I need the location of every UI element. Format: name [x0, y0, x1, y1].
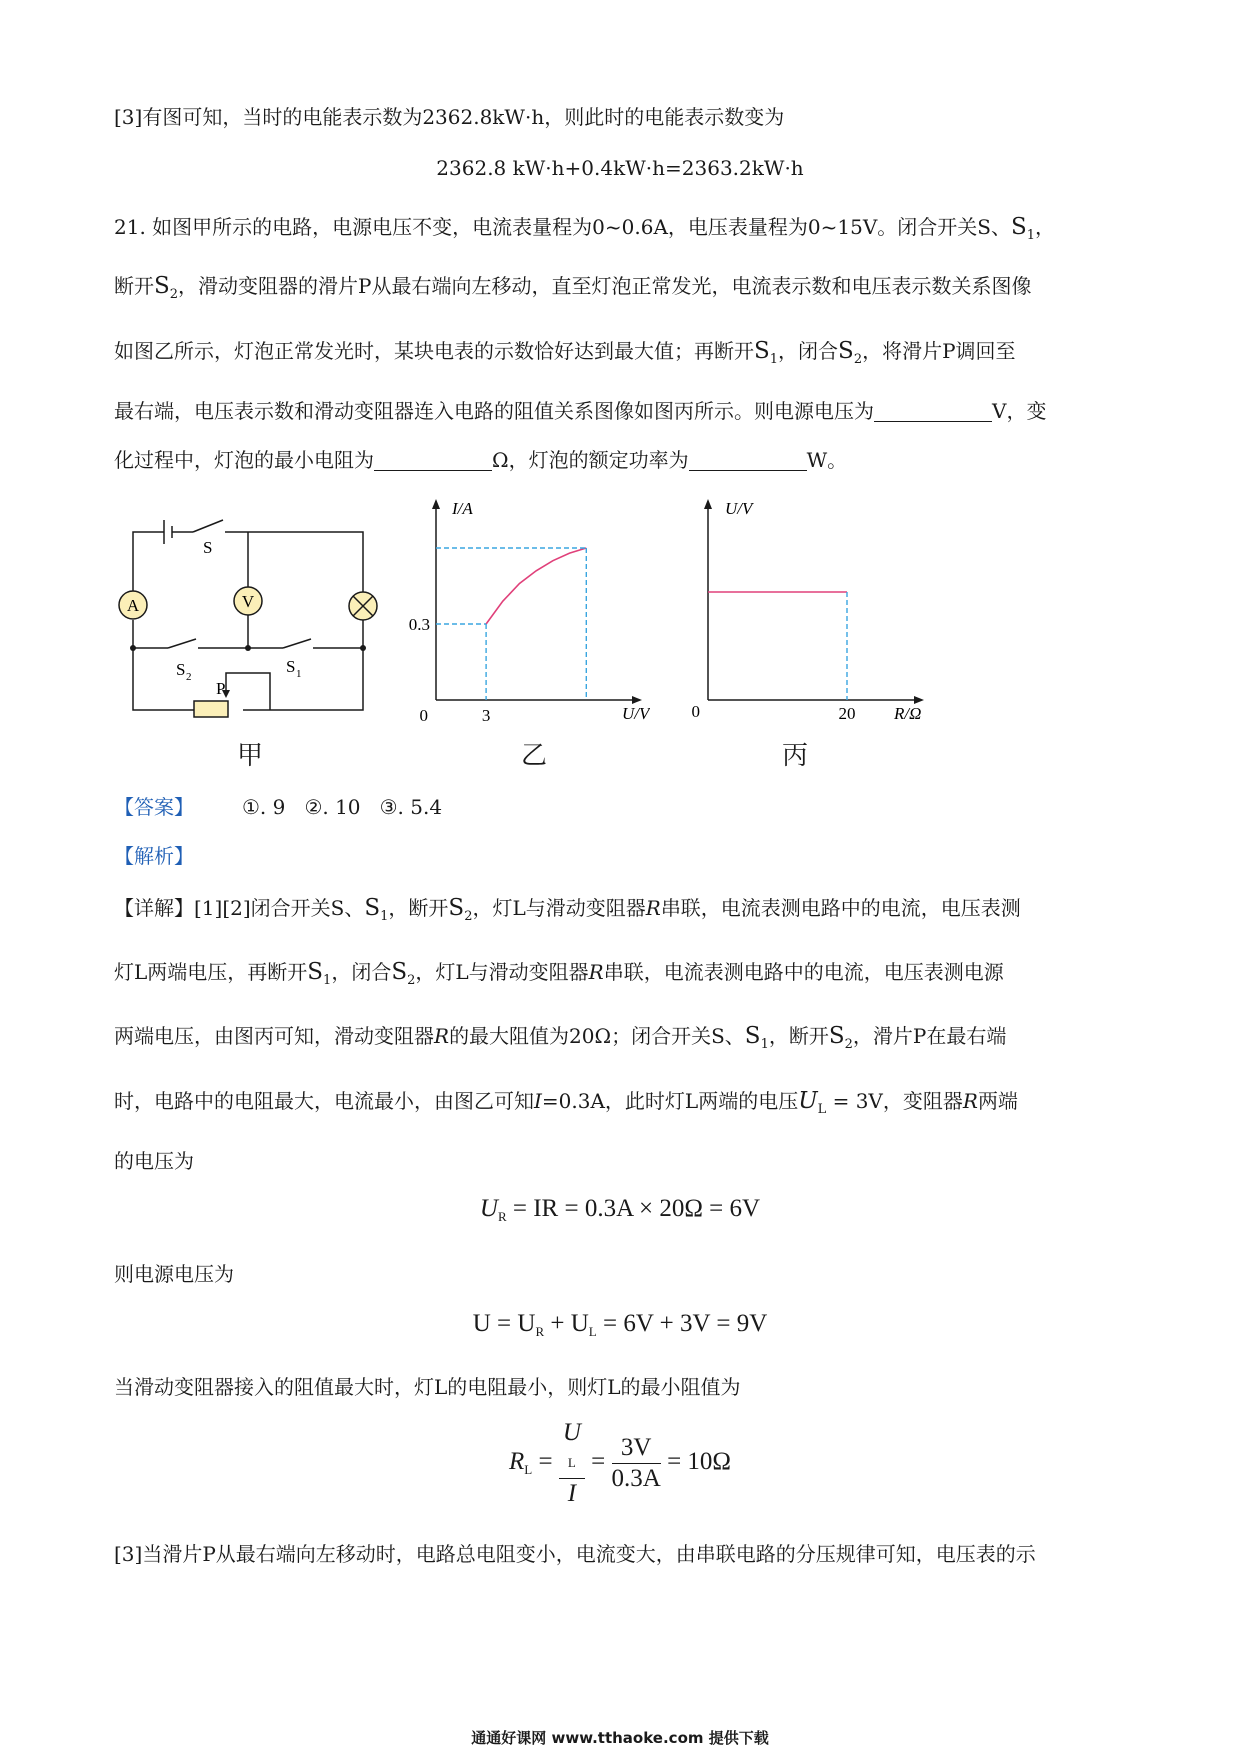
bing-x-tick: 20	[838, 704, 856, 723]
voltmeter-label: V	[241, 592, 255, 611]
sym-u: U	[798, 1088, 818, 1114]
detail-line-8: [3]当滑片P从最右端向左移动时，电路总电阻变小，电流变大，由串联电路的分压规律可知，电压表的示	[114, 1542, 1036, 1566]
circuit-diagram-jia	[118, 500, 388, 725]
formula-ur	[0, 1195, 1240, 1225]
detail-text: ，断开	[768, 1024, 829, 1048]
q21-text-c1: 如图乙所示，灯泡正常发光时，某块电表的示数恰好达到最大值；再断开	[114, 339, 754, 363]
detail-text: ，闭合	[331, 960, 392, 984]
sym-s2: S	[391, 959, 408, 985]
sym-s2-sub: 2	[853, 352, 863, 367]
formula-ur-rest: = IR = 0.3A × 20Ω = 6V	[512, 1195, 761, 1222]
x-axis-arrow-icon	[914, 696, 924, 704]
switch-s2-label: S	[176, 660, 186, 679]
detail-text: 时，电路中的电阻最大，电流最小，由图乙可知	[114, 1089, 534, 1113]
sym-s2-sub: 2	[169, 287, 179, 302]
fraction-den: 0.3A	[611, 1465, 661, 1492]
yi-y-tick: 0.3	[408, 615, 430, 634]
q21-text-c3: ，将滑片P调回至	[862, 339, 1016, 363]
detail-line-1	[114, 894, 1021, 931]
q21-text-d: 最右端，电压表示数和滑动变阻器连入电路的阻值关系图像如图丙所示。则电源电压为	[114, 399, 874, 423]
detail-text: 两端电压，由图丙可知，滑动变阻器	[114, 1024, 434, 1048]
sym-s1-sub: 1	[1026, 228, 1036, 243]
page-footer: 通通好课网 www.tthaoke.com 提供下载	[471, 1729, 769, 1747]
sym-i: I	[534, 1089, 542, 1113]
detail-text: ，灯L与滑动变阻器	[415, 960, 589, 984]
sym-s2-sub: 2	[844, 1037, 853, 1052]
yi-origin: 0	[419, 706, 428, 725]
formula-u-a: U = U	[472, 1310, 536, 1337]
sym-s2-sub: 2	[407, 973, 416, 988]
q21-line-2	[114, 272, 1032, 309]
ammeter-label: A	[126, 596, 140, 615]
sym-ur-sub: R	[497, 1209, 507, 1224]
q21-text-a2: ，	[1035, 215, 1056, 239]
detail-line-5: 的电压为	[114, 1149, 194, 1173]
q21-line-4	[114, 397, 1046, 425]
chart-yi	[400, 495, 650, 725]
figure-label-bing: 丙	[782, 741, 809, 771]
yi-curve	[486, 548, 586, 624]
y-axis-arrow-icon	[432, 499, 440, 509]
lamp-icon	[349, 592, 377, 620]
q21-line-1	[114, 213, 1055, 250]
sym-u: U	[562, 1419, 581, 1446]
answer-blank-2[interactable]	[374, 450, 492, 471]
sym-s2: S	[154, 273, 170, 299]
detail-line-6: 则电源电压为	[114, 1262, 234, 1286]
analysis-tag: 【解析】	[114, 844, 194, 868]
sym-s1-sub: 1	[323, 973, 332, 988]
yi-ylabel: I/A	[452, 499, 473, 518]
sym-r: R	[962, 1089, 978, 1113]
q21-text-b2: ，滑动变阻器的滑片P从最右端向左移动，直至灯泡正常发光，电流表示数和电压表示数关系图像	[178, 274, 1032, 298]
detail-line-4	[114, 1087, 1018, 1124]
answer-values: ①. 9 ②. 10 ③. 5.4	[242, 795, 443, 819]
detail-text: 灯L两端电压，再断开	[114, 960, 308, 984]
sym-ul-sub: L	[817, 1102, 827, 1117]
q21-text-c2: ，闭合	[778, 339, 839, 363]
sym-s2-sub: 2	[464, 909, 473, 924]
sym-s2: S	[838, 338, 854, 364]
answer-tag: 【答案】	[114, 795, 194, 819]
switch-s1-label: S	[286, 657, 296, 676]
chart-bing	[680, 495, 940, 725]
paragraph-3-formula: 2362.8 kW·h+0.4kW·h=2363.2kW·h	[436, 156, 804, 180]
fraction-ul-i	[559, 1418, 585, 1509]
q21-line-3	[114, 337, 1016, 374]
detail-text: 串联，电流表测电路中的电流，电压表测电源	[603, 960, 1004, 984]
q21-text-a: 21. 如图甲所示的电路，电源电压不变，电流表量程为0~0.6A，电压表量程为0~15V。闭合开关S、	[114, 215, 1011, 239]
formula-u	[0, 1310, 1240, 1340]
detail-text: 两端	[977, 1089, 1018, 1113]
sym-s1: S	[754, 338, 770, 364]
y-axis-arrow-icon	[704, 499, 712, 509]
figure-label-yi: 乙	[521, 741, 548, 771]
rheostat	[194, 701, 228, 717]
detail-line-2	[114, 958, 1004, 995]
bing-origin: 0	[691, 702, 700, 721]
q21-text-e1: 化过程中，灯泡的最小电阻为	[114, 448, 374, 472]
sym-s1: S	[307, 959, 324, 985]
formula-rl-end: = 10Ω	[667, 1448, 731, 1476]
q21-text-e2: Ω，灯泡的额定功率为	[492, 448, 689, 472]
answer-blank-3[interactable]	[689, 450, 807, 471]
answer-line	[114, 793, 442, 821]
sym-s1: S	[744, 1023, 761, 1049]
x-axis-arrow-icon	[632, 696, 642, 704]
detail-text: ，断开	[388, 896, 449, 920]
bing-ylabel: U/V	[725, 499, 753, 518]
detail-text: ，灯L与滑动变阻器	[472, 896, 646, 920]
q21-text-d2: V，变	[992, 399, 1047, 423]
detail-text: [1][2]闭合开关S、	[194, 896, 365, 920]
detail-text: 的最大阻值为20Ω；闭合开关S、	[449, 1024, 745, 1048]
analysis-line	[114, 842, 194, 870]
formula-u-c: = 6V + 3V = 9V	[596, 1310, 768, 1337]
bing-xlabel: R/Ω	[894, 704, 922, 723]
detail-text: =0.3A，此时灯L两端的电压	[541, 1089, 799, 1113]
sym-r: R	[645, 896, 661, 920]
figure-label-jia: 甲	[237, 741, 264, 771]
sym-s1: S	[1010, 214, 1027, 240]
sym-ul-sub: L	[588, 1324, 597, 1339]
yi-x-tick: 3	[481, 706, 491, 725]
fraction-values	[612, 1433, 661, 1494]
sym-rl-sub: L	[524, 1462, 533, 1478]
sym-s2: S	[448, 895, 465, 921]
q21-text-e3: W。	[806, 448, 848, 472]
sym-ul-sub: L	[567, 1455, 576, 1470]
detail-text: = 3V，变阻器	[826, 1089, 963, 1113]
formula-rl: $R_L$ = U L I = $\frac{3V}{0.3A}$ = 10Ω	[508, 1419, 731, 1507]
slider-p-label: P	[216, 679, 226, 698]
detail-text: 串联，电流表测电路中的电流，电压表测	[660, 896, 1021, 920]
sym-ur-sub: R	[535, 1324, 545, 1339]
answer-blank-1[interactable]	[874, 401, 992, 422]
detail-text: ，滑片P在最右端	[852, 1024, 1007, 1048]
formula-u-b: + U	[544, 1310, 589, 1337]
sym-r: R	[588, 960, 604, 984]
detail-tag: 【详解】	[114, 896, 194, 920]
sym-i: I	[567, 1480, 577, 1507]
switch-s-label: S	[203, 538, 213, 557]
q21-text-b1: 断开	[114, 274, 154, 298]
yi-xlabel: U/V	[622, 704, 650, 723]
sym-u: U	[479, 1195, 498, 1222]
sym-s1: S	[364, 895, 381, 921]
fraction-num: 3V	[612, 1433, 661, 1464]
switch-s2-sub: 2	[186, 671, 192, 683]
sym-s1-sub: 1	[760, 1037, 769, 1052]
paragraph-3-intro: [3]有图可知，当时的电能表示数为2362.8kW·h，则此时的电能表示数变为	[114, 105, 785, 129]
sym-r: R	[434, 1024, 450, 1048]
sym-s2: S	[828, 1023, 845, 1049]
sym-rl: R	[508, 1448, 525, 1476]
detail-line-3	[114, 1022, 1006, 1059]
switch-s1-sub: 1	[296, 668, 302, 680]
q21-line-5	[114, 446, 847, 474]
sym-s1-sub: 1	[380, 909, 389, 924]
detail-line-7: 当滑动变阻器接入的阻值最大时，灯L的电阻最小，则灯L的最小阻值为	[114, 1375, 741, 1399]
sym-s1-sub: 1	[769, 352, 779, 367]
